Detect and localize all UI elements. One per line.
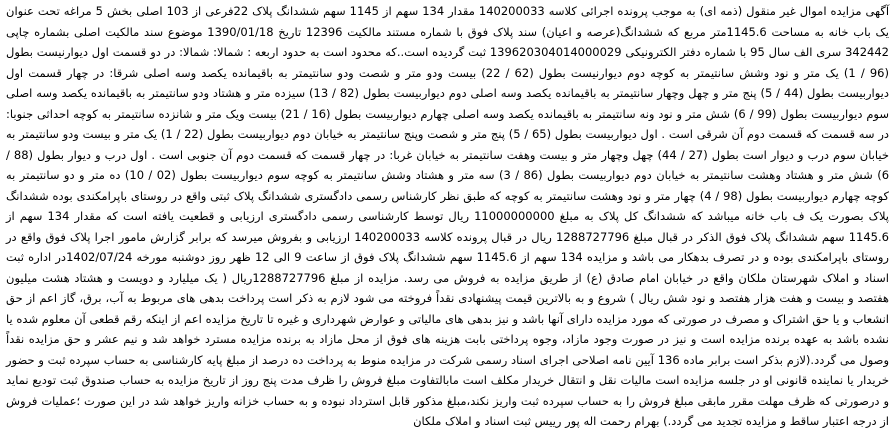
auction-notice-text: آگهی مزایده اموال غیر منقول (ذمه ای) به موجب پرونده اجرائی کلاسه 140200033 مقدار 134 سهم از 1145 سهم ششدانگ پلاک 22فرعی از 103 اصلی بخش 5 مراغه تحت عنوان یک باب خانه به مساحت 1145.6متر مربع که ششدانگ(عرصه و اعیان) سند پلاک فوق با شماره مستند مالکیت 12396 تاریخ 1390/01/18 موضوع سند مالکیت اصلی بشماره چاپی 342442 سری الف سال 95 با شماره دفتر الکترونیکی 139620304014000029 ثبت گردیده است..که محدود است به حدود اربعه : شمالا: شمالا: در دو قسمت اول دیوارنیست بطول (96 / 1) یک متر و نود وشش سانتیمتر به کوچه دوم دیوارنیست بطول (62 / 22) بیست ودو متر و شصت ودو سانتیمتر به باقیمانده یکصد وسه اصلی شرقا: در چهار قسمت اول دیواربیست بطول (44 / 5) پنج متر و چهل وچهار سانتیمتر به باقیمانده یکصد وسه اصلی دوم دیواربیست بطول (82 / 13) سیزده متر و هشتاد ودو سانتیمتر به باقیمانده یکصد وسه اصلی سوم دیواربیست بطول (99 / 6) شش متر و نود ونه سانتیمتر به باقیمانده یکصد وسه اصلی چهارم دیواربیست بطول (16 / 21) بیست ویک متر و شانزده سانتیمتر به کوچه احداثی جنوبا: در سه قسمت که قسمت دوم آن شرقی است . اول دیواربیست بطول (65 / 5) پنج متر و شصت وپنج سانتیمتر به خیابان دوم دیواربیست بطول (22 / 1) یک متر و بیست ودو سانتیمتر به خیابان سوم درب و دیوار است بطول (27 / 44) چهل وچهار متر و بیست وهفت سانتیمتر به خیابان غربا: در چهار قسمت که قسمت دوم آن جنوبی است . اول درب و دیوار بطول (88 / 6) شش متر و هشتاد وهشت سانتیمتر به خیابان دوم دیواربیست بطول (86 / 3) سه متر و هشتاد وشش سانتیمتر به کوچه سوم دیواربیست بطول (02 / 10) ده متر و دو سانتیمتر به کوچه چهارم دیواربیست بطول (98 / 4) چهار متر و نود وهشت سانتیمتر به کوچه که طبق نظر کارشناس رسمی دادگستری ششدانگ پلاک ثبتی واقع در روستای باپرامکندی بوده ششدانگ پلاک بصورت یک ف باب خانه میباشد که ششدانگ کل پلاک به مبلغ 11000000000 ریال توسط کارشناسی رسمی دادگستری ارزیابی و قطعیت یافته است که مقدار 134 سهم از 1145.6 سهم ششدانگ پلاک فوق الذکر در قبال مبلغ 1288727796 ریال در قبال پرونده کلاسه 140200033 ارزیابی و بفروش میرسد که برابر گزارش مامور اجرا پلاک فوق واقع در روستای باپرامکندی بوده و در تصرف بدهکار می باشد و مزایده 134 سهم از 1145.6 سهم ششدانگ پلاک فوق از ساعت 9 الی 12 ظهر روز دوشنبه مورخه 1402/07/24در اداره ثبت اسناد و املاک شهرستان ملکان واقع در خیابان امام صادق (ع) از طریق مزایده به فروش می رسد. مزایده از مبلغ 1288727796ریال ( یک میلیارد و دویست و هشتاد هشت میلیون هفتصد و بیست و هفت هزار هفتصد و نود شش ریال ) شروع و به بالاترین قیمت پیشنهادی نقداً فروخته می شود لازم به ذکر است پرداخت بدهی های مربوط به آب، برق، گاز اعم از حق انشعاب و یا حق اشتراک و مصرف در صورتی که مورد مزایده دارای آنها باشد و نیز بدهی های مالیاتی و عوارض شهرداری و غیره تا تاریخ مزایده اعم از اینکه رقم قطعی آن معلوم شده یا نشده باشد به عهده برنده مزایده است و نیز در صورت وجود مازاد، وجوه پرداختی بابت هزینه های فوق از محل مازاد به برنده مزایده مسترد خواهد شد و نیم عشر و حق مزایده نقداً وصول می گردد.(لازم بذکر است برابر ماده 136 آیین نامه اصلاحی اجرای اسناد رسمی شرکت در مزایده منوط به پرداخت ده درصد از مبلغ پایه کارشناسی به حساب سپرده ثبت و حضور خریدار یا نماینده قانونی او در جلسه مزایده است مالیات نقل و انتقال خریدار مکلف است مابالتفاوت مبلغ فروش را ظرف مدت پنج روز از تاریخ مزایده به حساب صندوق ثبت تودیع نماید و درصورتی که ظرف مهلت مقرر مابقی مبلغ فروش را به حساب سپرده ثبت واریز نکند،مبلغ مذکور قابل استرداد نبوده و به حساب خزانه واریز خواهد شد در این صورت ؛عملیات فروش از درجه اعتبار ساقط و مزایده تجدید می گردد.) بهرام رحمت اله پور رییس ثبت اسناد و املاک ملکان [6, 4, 890, 428]
